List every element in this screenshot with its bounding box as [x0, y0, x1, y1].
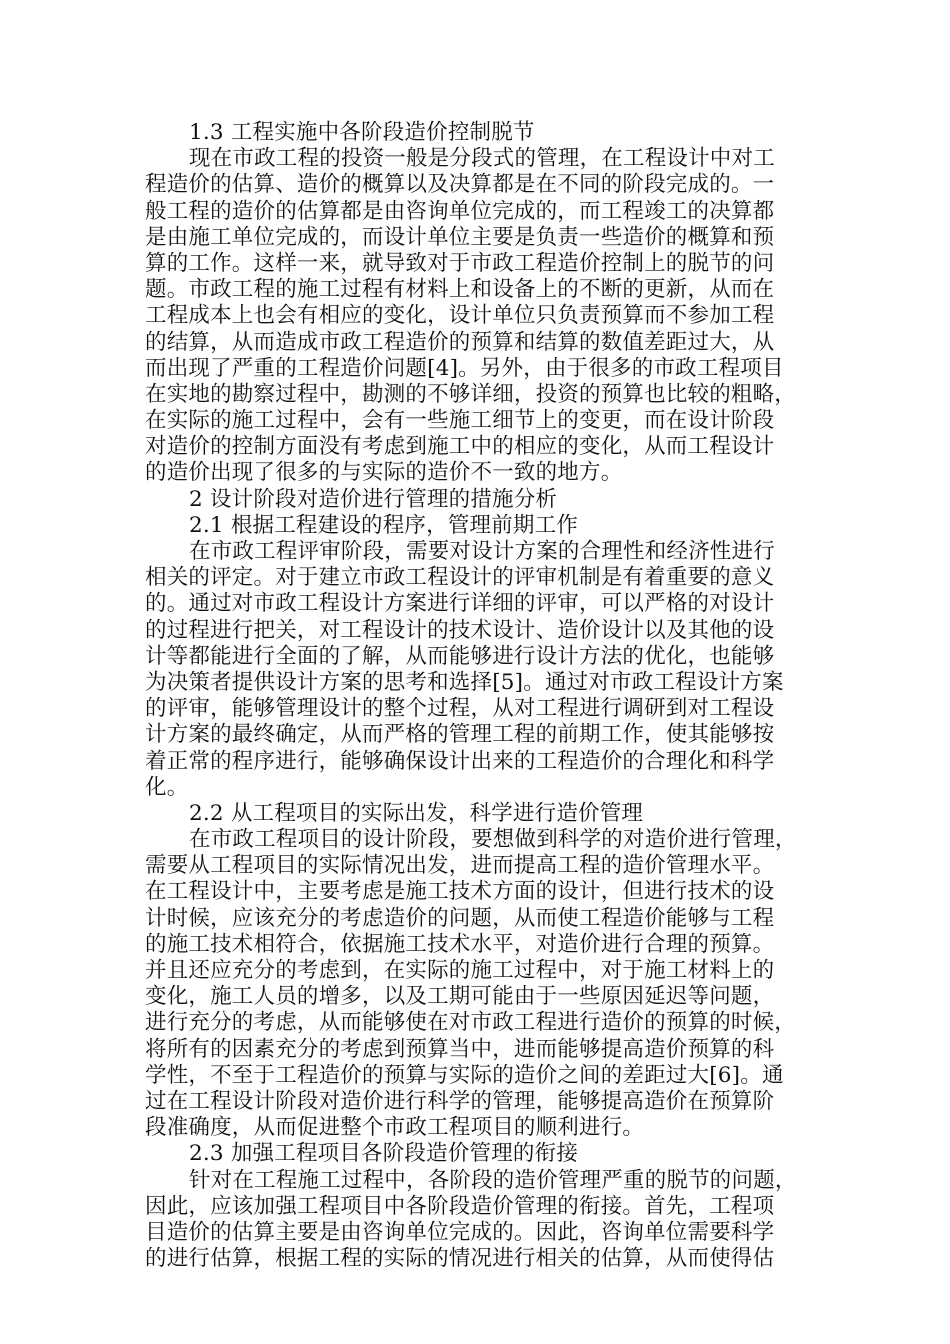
- paragraph-line: 学性，不至于工程造价的预算与实际的造价之间的差距过大[6]。通: [145, 1062, 784, 1088]
- paragraph-line: 在实地的勘察过程中，勘测的不够详细，投资的预算也比较的粗略，: [145, 381, 797, 407]
- paragraph-line: 的进行估算，根据工程的实际的情况进行相关的估算，从而使得估: [145, 1246, 775, 1272]
- paragraph-line: 般工程的造价的估算都是由咨询单位完成的，而工程竣工的决算都: [145, 198, 775, 224]
- paragraph-line: 为决策者提供设计方案的思考和选择[5]。通过对市政工程设计方案: [145, 669, 784, 695]
- paragraph-line: 工程成本上也会有相应的变化，设计单位只负责预算而不参加工程: [145, 303, 775, 329]
- paragraph-line: 的。通过对市政工程设计方案进行详细的评审，可以严格的对设计: [145, 591, 775, 617]
- paragraph-line: 在工程设计中，主要考虑是施工技术方面的设计，但进行技术的设: [145, 879, 775, 905]
- paragraph-line: 的施工技术相符合，依据施工技术水平，对造价进行合理的预算。: [145, 931, 775, 957]
- section-heading: 1.3 工程实施中各阶段造价控制脱节: [189, 120, 535, 145]
- paragraph-line: 对造价的控制方面没有考虑到施工中的相应的变化，从而工程设计: [145, 434, 775, 460]
- paragraph-line: 的评审，能够管理设计的整个过程，从对工程进行调研到对工程设: [145, 696, 775, 722]
- section-heading: 2.3 加强工程项目各阶段造价管理的衔接: [189, 1141, 579, 1167]
- paragraph-line: 在市政工程项目的设计阶段，要想做到科学的对造价进行管理，: [189, 827, 797, 853]
- paragraph-line: 而出现了严重的工程造价问题[4]。另外，由于很多的市政工程项目: [145, 355, 784, 381]
- paragraph-line: 段准确度，从而促进整个市政工程项目的顺利进行。: [145, 1115, 645, 1141]
- paragraph-line: 并且还应充分的考虑到，在实际的施工过程中，对于施工材料上的: [145, 958, 775, 983]
- paragraph-line: 针对在工程施工过程中，各阶段的造价管理严重的脱节的问题，: [189, 1167, 797, 1193]
- paragraph-line: 进行充分的考虑，从而能够使在对市政工程进行造价的预算的时候，: [145, 1010, 797, 1036]
- paragraph-line: 的过程进行把关，对工程设计的技术设计、造价设计以及其他的设: [145, 617, 775, 643]
- paragraph-line: 在市政工程评审阶段，需要对设计方案的合理性和经济性进行: [189, 539, 775, 564]
- paragraph-line: 化。: [145, 774, 189, 800]
- paragraph-line: 是由施工单位完成的，而设计单位主要是负责一些造价的概算和预: [145, 224, 775, 250]
- section-heading: 2.2 从工程项目的实际出发，科学进行造价管理: [189, 800, 644, 826]
- paragraph-line: 变化，施工人员的增多，以及工期可能由于一些原因延迟等问题，: [145, 984, 775, 1010]
- paragraph-line: 目造价的估算主要是由咨询单位完成的。因此，咨询单位需要科学: [145, 1219, 775, 1245]
- section-heading: 2.1 根据工程建设的程序，管理前期工作: [189, 512, 579, 538]
- paragraph-line: 相关的评定。对于建立市政工程设计的评审机制是有着重要的意义: [145, 565, 775, 591]
- section-heading: 2 设计阶段对造价进行管理的措施分析: [189, 486, 558, 512]
- paragraph-line: 因此，应该加强工程项目中各阶段造价管理的衔接。首先，工程项: [145, 1193, 775, 1219]
- paragraph-line: 算的工作。这样一来，就导致对于市政工程造价控制上的脱节的问: [145, 250, 775, 276]
- paragraph-line: 着正常的程序进行，能够确保设计出来的工程造价的合理化和科学: [145, 748, 775, 774]
- paragraph-line: 计时候，应该充分的考虑造价的问题，从而使工程造价能够与工程: [145, 905, 775, 931]
- paragraph-line: 过在工程设计阶段对造价进行科学的管理，能够提高造价在预算阶: [145, 1088, 775, 1114]
- paragraph-line: 需要从工程项目的实际情况出发，进而提高工程的造价管理水平。: [145, 853, 775, 879]
- paragraph-line: 在实际的施工过程中，会有一些施工细节上的变更，而在设计阶段: [145, 408, 775, 434]
- paragraph-line: 题。市政工程的施工过程有材料上和设备上的不断的更新，从而在: [145, 277, 775, 303]
- paragraph-line: 的结算，从而造成市政工程造价的预算和结算的数值差距过大，从: [145, 329, 775, 355]
- paragraph-line: 计等都能进行全面的了解，从而能够进行设计方法的优化，也能够: [145, 643, 775, 669]
- paragraph-line: 将所有的因素充分的考虑到预算当中，进而能够提高造价预算的科: [145, 1036, 775, 1062]
- document-body: [145, 120, 795, 1272]
- paragraph-line: 计方案的最终确定，从而严格的管理工程的前期工作，使其能够按: [145, 722, 775, 748]
- paragraph-line: 的造价出现了很多的与实际的造价不一致的地方。: [145, 460, 623, 486]
- paragraph-line: 程造价的估算、造价的概算以及决算都是在不同的阶段完成的。一: [145, 172, 775, 198]
- paragraph-line: 现在市政工程的投资一般是分段式的管理，在工程设计中对工: [189, 146, 775, 172]
